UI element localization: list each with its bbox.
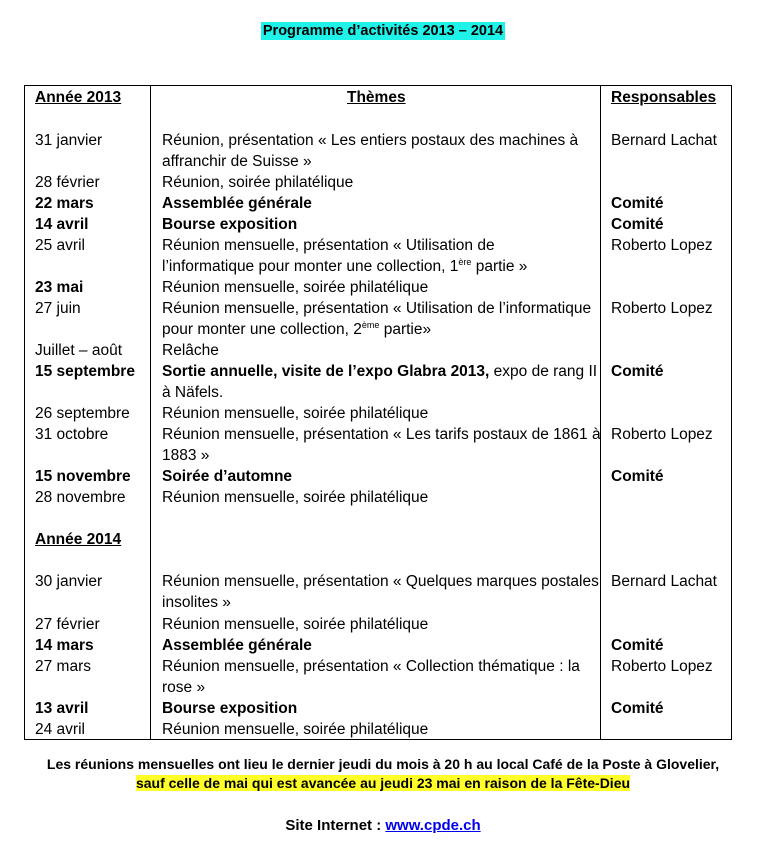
row-date: 28 février — [35, 174, 100, 191]
responsables-header: Responsables — [611, 89, 717, 106]
row-theme: Réunion mensuelle, présentation « Utilisation de — [162, 237, 495, 254]
row-theme: Assemblée générale — [162, 637, 312, 654]
row-theme: Assemblée générale — [162, 195, 312, 212]
row-responsable: Comité — [611, 468, 664, 485]
row-theme: Bourse exposition — [162, 216, 298, 233]
theme-sup: ère — [458, 257, 472, 267]
row-theme-cont: à Näfels. — [162, 384, 224, 401]
site-label: Site Internet : — [285, 817, 386, 834]
footer-highlight: sauf celle de mai qui est avancée au jeudi 23 mai en raison de la Fête-Dieu — [135, 775, 631, 791]
row-date: 27 février — [35, 616, 100, 633]
row-theme: Soirée d’automne — [162, 468, 293, 485]
row-date: 22 mars — [35, 195, 94, 212]
row-date: 28 novembre — [35, 489, 126, 506]
row-theme: Réunion mensuelle, présentation « Utilisation de l’informatique — [162, 300, 592, 317]
site-link[interactable]: www.cpde.ch — [385, 817, 481, 834]
site-line — [0, 817, 766, 834]
footer-line-1: Les réunions mensuelles ont lieu le dernier jeudi du mois à 20 h au local Café de la Poste à Glovelier, — [46, 756, 720, 772]
row-date: 15 novembre — [35, 468, 131, 485]
row-theme: Relâche — [162, 342, 219, 359]
row-responsable: Comité — [611, 637, 664, 654]
row-theme: Réunion mensuelle, présentation « Les tarifs postaux de 1861 à — [162, 426, 601, 443]
row-theme: Réunion mensuelle, présentation « Collection thématique : la — [162, 658, 580, 675]
row-theme: Réunion mensuelle, soirée philatélique — [162, 279, 429, 296]
row-theme-cont: 1883 » — [162, 447, 210, 464]
theme-text: l’informatique pour monter une collection, 1 — [162, 258, 459, 275]
row-theme-cont: rose » — [162, 679, 206, 696]
row-date: 30 janvier — [35, 573, 103, 590]
themes-header: Thèmes — [347, 89, 406, 106]
row-responsable: Roberto Lopez — [611, 300, 713, 317]
row-responsable: Roberto Lopez — [611, 426, 713, 443]
row-date: 23 mai — [35, 279, 84, 296]
row-responsable: Comité — [611, 195, 664, 212]
column-divider — [600, 86, 601, 739]
row-responsable: Roberto Lopez — [611, 237, 713, 254]
row-theme: Réunion, présentation « Les entiers postaux des machines à — [162, 132, 579, 149]
row-theme — [162, 361, 597, 382]
row-date: 15 septembre — [35, 363, 135, 380]
row-date: Juillet – août — [35, 342, 123, 359]
row-date: 14 avril — [35, 216, 89, 233]
row-date: 14 mars — [35, 637, 94, 654]
row-date: 24 avril — [35, 721, 85, 738]
row-responsable: Roberto Lopez — [611, 658, 713, 675]
year-2013-header: Année 2013 — [35, 89, 122, 106]
theme-text: expo de rang II — [489, 363, 598, 380]
row-theme-cont — [162, 319, 431, 340]
title-text: Programme d’activités 2013 – 2014 — [262, 23, 504, 39]
theme-text: partie » — [471, 258, 528, 275]
row-date: 27 juin — [35, 300, 81, 317]
column-divider — [150, 86, 151, 739]
row-theme: Réunion mensuelle, présentation « Quelques marques postales — [162, 573, 599, 590]
theme-sup: ème — [361, 320, 380, 330]
row-theme: Réunion, soirée philatélique — [162, 174, 354, 191]
theme-bold-text: Sortie annuelle, visite de l’expo Glabra 2013, — [162, 363, 490, 380]
row-date: 27 mars — [35, 658, 91, 675]
row-theme-cont: insolites » — [162, 594, 231, 611]
row-date: 26 septembre — [35, 405, 130, 422]
row-responsable: Bernard Lachat — [611, 573, 717, 590]
row-theme-cont — [162, 256, 527, 277]
row-date: 13 avril — [35, 700, 89, 717]
theme-text: partie» — [379, 321, 432, 338]
activities-table — [24, 85, 732, 740]
row-date: 25 avril — [35, 237, 85, 254]
year-2014-header: Année 2014 — [35, 531, 122, 548]
row-responsable: Comité — [611, 216, 664, 233]
row-theme: Réunion mensuelle, soirée philatélique — [162, 616, 429, 633]
row-theme: Réunion mensuelle, soirée philatélique — [162, 489, 429, 506]
row-theme: Bourse exposition — [162, 700, 298, 717]
row-date: 31 octobre — [35, 426, 109, 443]
row-responsable: Comité — [611, 363, 664, 380]
page-title — [0, 22, 766, 40]
row-responsable: Comité — [611, 700, 664, 717]
row-responsable: Bernard Lachat — [611, 132, 717, 149]
footer-line-2 — [0, 775, 766, 791]
row-theme: Réunion mensuelle, soirée philatélique — [162, 405, 429, 422]
theme-text: pour monter une collection, 2 — [162, 321, 362, 338]
row-theme-cont: affranchir de Suisse » — [162, 153, 312, 170]
row-date: 31 janvier — [35, 132, 103, 149]
row-theme: Réunion mensuelle, soirée philatélique — [162, 721, 429, 738]
